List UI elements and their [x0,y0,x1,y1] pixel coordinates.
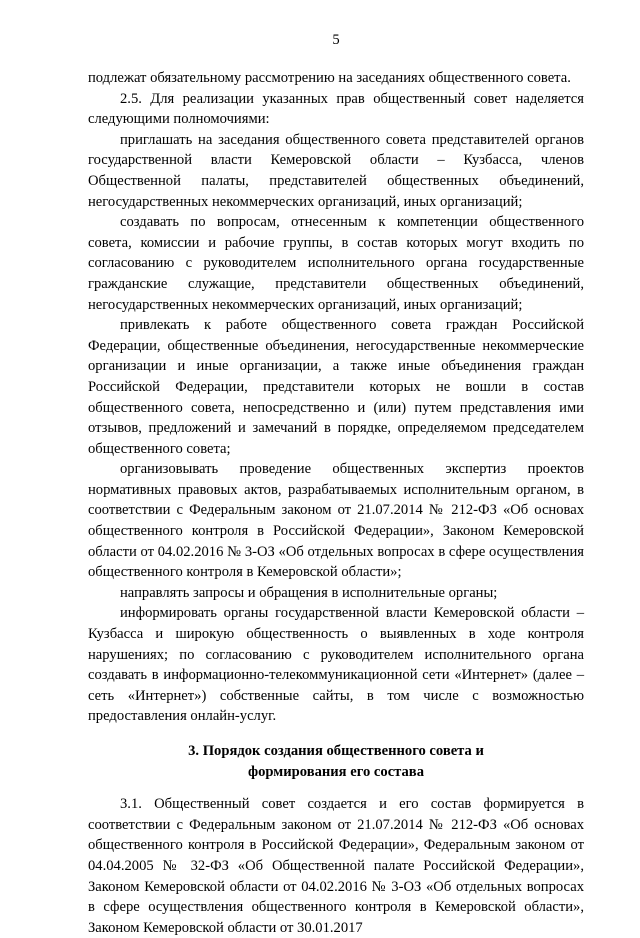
page-number: 5 [332,32,340,48]
paragraphs-before [88,68,584,727]
paragraph: приглашать на заседания общественного совета представителей органов государственной власти Кемеровской области – Кузбасса, членов Общественной палаты, представителей общественных объединений, негосударственных некоммерческих организаций, иных организаций; [88,131,584,210]
paragraph: подлежат обязательному рассмотрению на заседаниях общественного совета. [88,70,571,86]
paragraph: организовывать проведение общественных экспертиз проектов нормативных правовых актов, разрабатываемых исполнительным органом, в соответствии с Федеральным законом от 21.07.2014 № 212-ФЗ «Об основах общественного контроля в Российской Федерации», Законом Кемеровской области от 04.02.2016 № 3-ОЗ «Об отдельных вопросах в сфере осуществления общественного контроля в Кемеровской области»; [88,461,584,581]
section-heading-line-2: формирования его состава [248,763,424,780]
section-heading [88,741,584,782]
paragraph: информировать органы государственной власти Кемеровской области – Кузбасса и широкую общественность о выявленных в ходе контроля нарушениях; по согласованию с руководителем исполнительного органа создавать в информационно-телекоммуникационной сети «Интернет» (далее – сеть «Интернет») собственные сайты, в том числе с возможностью предоставления онлайн-услуг. [88,605,584,725]
document-page [88,30,584,938]
paragraph: создавать по вопросам, отнесенным к компетенции общественного совета, комиссии и рабочие группы, в состав которых могут входить по согласованию с руководителем исполнительного органа государственные гражданские служащие, представители общественных объединений, негосударственных некоммерческих организаций, иных организаций; [88,214,584,313]
paragraph: направлять запросы и обращения в исполнительные органы; [120,584,498,601]
paragraphs-after [88,794,584,938]
paragraph: 2.5. Для реализации указанных прав общественный совет наделяется следующими полномочиями: [88,90,584,128]
paragraph: 3.1. Общественный совет создается и его состав формируется в соответствии с Федеральным законом от 21.07.2014 № 212-ФЗ «Об основах общественного контроля в Российской Федерации», Федеральным законом от 04.04.2005 № 32-ФЗ «Об Общественной палате Российской Федерации», Законом Кемеровской области от 04.02.2016 № 3-ОЗ «Об отдельных вопросах в сфере осуществления общественного контроля в Кемеровской области», Законом Кемеровской области от 30.01.2017 [88,796,584,936]
section-heading-line-1: 3. Порядок создания общественного совета и [188,743,484,759]
paragraph: привлекать к работе общественного совета граждан Российской Федерации, общественные объединения, негосударственные некоммерческие организации и иные организации, а также иные объединения граждан Российской Федерации, представители которых не вошли в состав общественного совета, непосредственно и (или) путем представления ими отзывов, предложений и замечаний в порядке, определяемом председателем общественного совета; [88,317,584,457]
